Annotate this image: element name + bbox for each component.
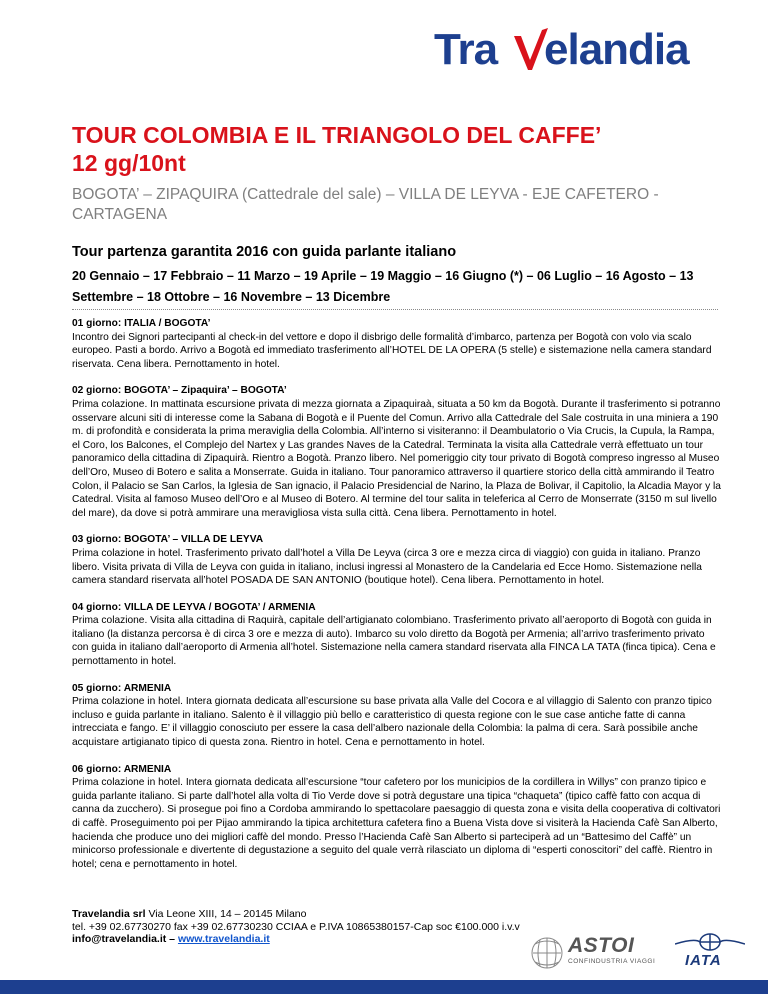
page-title xyxy=(72,121,732,177)
day-6 xyxy=(72,763,722,872)
title-line-1: TOUR COLOMBIA E IL TRIANGOLO DEL CAFFE’ xyxy=(72,122,602,148)
logo-text-part1: Tra xyxy=(434,25,498,74)
day-body: Prima colazione in hotel. Intera giornata dedicata all’escursione su base privata alla Valle del Cocora e al villaggio di Salento con pranzo tipico incluso e guida parlante in italiano. Salento è il villaggio più bello e caratteristico di questa regione con le sue case antiche fatte di canna intrecciata e fango. E’ il villaggio conosciuto per essere la casa dell’albero nazionale della Colombia: la palma di cera. Sarà possibile anche acquistare artigianato tipico di questa zona. Rientro in hotel. Cena e pernottamento in hotel. xyxy=(72,696,712,749)
iata-globe-icon xyxy=(675,932,745,952)
travelandia-logo xyxy=(434,22,714,78)
astoi-subtext: CONFINDUSTRIA VIAGGI xyxy=(568,958,656,965)
day-heading: 01 giorno: ITALIA / BOGOTA’ xyxy=(72,318,211,329)
day-body: Prima colazione. Visita alla cittadina di Raquirà, capitale dell’artigianato colombiano. Trasferimento privato all’aeroporto di Bogotà con guida in italiano (la distanza percorsa è di circa 3 ore e mezza di auto). Imbarco su volo diretto da Bogotà per Armenia; all’arrivo trasferimento privato con guida in italiano dall’aeroporto di Armenia all’hotel. Sistemazione nella camera standard riservata alla FINCA LA TATA (finca tipica). Cena e pernottamento in hotel. xyxy=(72,615,716,668)
footer-contact-line xyxy=(72,933,520,946)
day-5 xyxy=(72,682,722,750)
astoi-wordmark: ASTOI xyxy=(568,934,635,957)
footer-email[interactable]: info@travelandia.it xyxy=(72,933,167,945)
day-heading: 03 giorno: BOGOTA’ – VILLA DE LEYVA xyxy=(72,534,264,546)
footer-address-line xyxy=(72,908,520,921)
footer-address: Via Leone XIII, 14 – 20145 Milano xyxy=(148,908,307,920)
day-body: Incontro dei Signori partecipanti al check-in del vettore e dopo il disbrigo delle formalità d’imbarco, partenza per Bogotà con volo via scalo europeo. Pasti a bordo. Arrivo a Bogotà ed immediato trasferimento all’HOTEL DE LA OPERA (5 stelle) e sistemazione nella camera standard riservata. Cena libera. Pernottamento in hotel. xyxy=(72,331,712,370)
day-body: Prima colazione. In mattinata escursione privata di mezza giornata a Zipaquiraà, situata a 50 km da Bogotà. Durante il trasferimento si potranno osservare alcuni siti di interesse come la Sabana di Bogotà e il Puente del Comun. Arrivo alla Cattedrale del Sale costruita in una miniera a 190 m. di profondità e considerata la prima meraviglia della Colombia. All’interno si visiteranno: il Deambulatorio o Via Crucis, la Cupula, la Rampa, el Coro, los Balcones, el Complejo del Nartex y Las grandes Naves de la Catedral. Terminata la visita alla Cattedrale verrà effettuato un tour panoramico della cittadina di Zipaquirà. Rientro a Bogotà. Pranzo libero. Nel pomeriggio city tour privato di Bogotà compreso ingresso al Museo dell’Oro, Museo di Botero e salita a Monserrate. Guida in italiano. Tour panoramico attraverso il quartiere storico della città ammirando il Teatro Colon, il Palacio se San Carlos, la Iglesia de San ignacio, il Palacio Presidencial de Narino, la Plaza de Bolivar, il Capitolio, la Alcadia Mayor y la Catedral. Visita al famoso Museo dell’Oro e al Museo di Botero. Al termine del tour salita in teleferica al Cerro de Monserrate (3150 m sul livello del mare), da dove si potrà ammirare una meravigliosa vista sulla città. Cena libera. Pernottamento in hotel. xyxy=(72,398,721,519)
logo-text-part2: elandia xyxy=(544,25,689,74)
astoi-badge xyxy=(530,934,660,974)
day-4 xyxy=(72,601,722,669)
departure-dates: 20 Gennaio – 17 Febbraio – 11 Marzo – 19 Aprile – 19 Maggio – 16 Giugno (*) – 06 Luglio – 16 Agosto – 13 Settembre – 18 Ottobre – 16 Novembre – 13 Dicembre xyxy=(72,269,694,304)
astoi-globe-icon xyxy=(530,934,564,972)
day-3 xyxy=(72,533,722,587)
dotted-separator xyxy=(72,309,718,310)
day-body: Prima colazione in hotel. Intera giornata dedicata all’escursione “tour cafetero por los municipios de la cordillera in Willys” con pranzo tipico e guida parlante italiano. Si parte dall’hotel alla volta di Tio Verde dove si potrà degustare una tipica “chaqueta” (tipico caffè fatto con acqua di canna da zucchero). Si prosegue poi fino a Cordoba ammirando lo spettacolare paesaggio di questa zona e visita della cooperativa di coltivatori di caffè. Proseguimento poi per Pijao ammirando la tipica architettura cafetera fino a Buena Vista dove si visiterà la Hacienda Cafè San Alberto, hacienda che produce uno dei migliori caffè del mondo. Presso l’Hacienda Cafè San Alberto si parteciperà ad un “Battesimo del Caffè” un minicorso professionale e divertente di degustazione a seguito del quale verrà rilasciato un diploma di “esperti conoscitori” del caffè. Rientro in hotel; cena e pernottamento in hotel. xyxy=(72,777,721,870)
footer-dash: – xyxy=(166,933,178,945)
iata-badge xyxy=(675,932,745,972)
day-heading: 05 giorno: ARMENIA xyxy=(72,682,172,694)
footer-company: Travelandia srl xyxy=(72,908,146,920)
day-2 xyxy=(72,384,722,520)
footer-website-link[interactable]: www.travelandia.it xyxy=(177,933,270,945)
day-heading: 04 giorno: VILLA DE LEYVA / BOGOTA’ / ARMENIA xyxy=(72,601,316,613)
bottom-brand-bar xyxy=(0,980,768,994)
day-body: Prima colazione in hotel. Trasferimento privato dall’hotel a Villa De Leyva (circa 3 ore e mezza circa di viaggio) con guida in italiano. Pranzo libero. Visita privata di Villa de Leyva con guida in italiano, inclusi ingressi al Monastero de la Candelaria ed Ecce Homo. Sistemazione nella camera standard riservata all’hotel POSADA DE SAN ANTONIO (boutique hotel). Cena libera. Pernottamento in hotel. xyxy=(72,547,702,587)
iata-wordmark: IATA xyxy=(685,952,722,969)
footer-phone-line: tel. +39 02.67730270 fax +39 02.67730230 CCIAA e P.IVA 10865380157-Cap soc €100.000 i.v.v xyxy=(72,920,520,933)
day-1 xyxy=(72,317,722,371)
itinerary-days xyxy=(72,317,722,884)
title-line-2: 12 gg/10nt xyxy=(72,150,186,176)
tour-guarantee-line: Tour partenza garantita 2016 con guida parlante italiano xyxy=(72,244,457,260)
day-heading: 06 giorno: ARMENIA xyxy=(72,763,172,775)
itinerary-subtitle: BOGOTA’ – ZIPAQUIRA (Cattedrale del sale) – VILLA DE LEYVA - EJE CAFETERO - CARTAGENA xyxy=(72,186,659,223)
day-heading: 02 giorno: BOGOTA’ – Zipaquira’ – BOGOTA’ xyxy=(72,385,287,397)
footer xyxy=(72,908,520,946)
